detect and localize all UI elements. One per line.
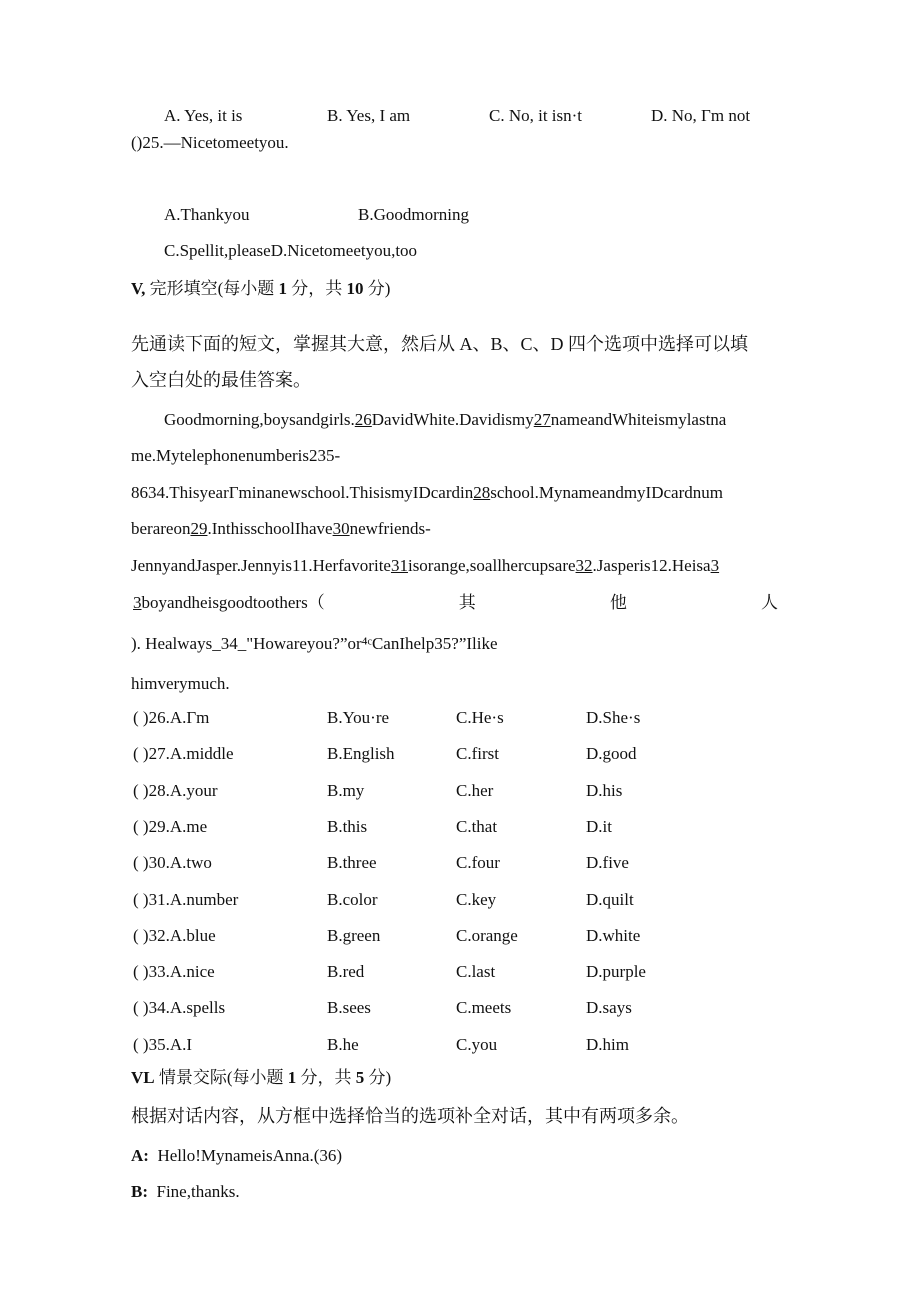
option-d: D.it xyxy=(586,816,612,836)
option-d: D.him xyxy=(586,1034,629,1054)
dialog-line: B: Fine,thanks. xyxy=(131,1182,240,1201)
option-d: D.white xyxy=(586,925,641,945)
question-stem: ( )31.A.number xyxy=(133,889,239,909)
option-b: B.three xyxy=(327,853,377,873)
option-c: C.last xyxy=(456,962,496,982)
option-c: C.that xyxy=(456,816,498,836)
question-stem: ( )27.A.middle xyxy=(133,744,234,764)
option-b: B.English xyxy=(327,744,395,764)
option-c: C.you xyxy=(456,1034,498,1054)
dialog-line: A: Hello!MynameisAnna.(36) xyxy=(131,1146,343,1165)
option-d: D.She·s xyxy=(586,708,641,727)
q25-stem: ()25.—Nicetomeetyou. xyxy=(131,133,289,152)
option-b: B.sees xyxy=(327,998,371,1018)
question-stem: ( )26.A.Γm xyxy=(133,708,210,727)
option-b: B.color xyxy=(327,889,378,909)
option-d: D.good xyxy=(586,744,637,764)
option-b: B.this xyxy=(327,816,368,836)
section5-instruction: 先通读下面的短文，掌握其大意，然后从 A、B、C、D 四个选项中选择可以填 xyxy=(131,334,749,354)
question-stem: ( )30.A.two xyxy=(133,853,212,873)
question-stem: ( )29.A.me xyxy=(133,816,208,836)
option-c: C. No, it isn·t xyxy=(489,106,583,125)
question-stem: ( )33.A.nice xyxy=(133,962,215,982)
option-d: D.purple xyxy=(586,962,646,982)
option-c: C.He·s xyxy=(456,708,504,727)
question-stem: ( )35.A.I xyxy=(133,1034,193,1054)
option-a: A. Yes, it is xyxy=(164,106,243,125)
q25-option-a: A.Thankyou xyxy=(164,205,250,224)
q25-option-cd: C.Spellit,pleaseD.Nicetomeetyou,too xyxy=(164,241,418,260)
option-c: C.first xyxy=(456,744,499,764)
option-c: C.her xyxy=(456,780,494,800)
q25-option-b: B.Goodmorning xyxy=(358,205,469,224)
section5-heading: V, 完形填空(每小题 1 分，共 10 分) xyxy=(131,279,391,298)
option-d: D.quilt xyxy=(586,889,634,909)
option-d: D.his xyxy=(586,780,623,800)
option-d: D.says xyxy=(586,998,632,1018)
option-c: C.four xyxy=(456,853,500,873)
option-c: C.orange xyxy=(456,925,518,945)
option-b: B.red xyxy=(327,962,365,982)
question-stem: ( )34.A.spells xyxy=(133,998,226,1018)
option-b: B.You·re xyxy=(327,708,390,727)
question-stem: ( )32.A.blue xyxy=(133,925,216,945)
option-b: B.he xyxy=(327,1034,359,1054)
option-b: B. Yes, I am xyxy=(327,106,411,125)
section6-heading: VL 情景交际(每小题 1 分，共 5 分) xyxy=(131,1068,392,1087)
option-d: D. No, Γm not xyxy=(651,106,751,125)
option-b: B.green xyxy=(327,925,381,945)
question-stem: ( )28.A.your xyxy=(133,780,218,800)
section5-instruction-2: 入空白处的最佳答案。 xyxy=(131,370,311,390)
option-b: B.my xyxy=(327,780,365,800)
option-c: C.meets xyxy=(456,998,512,1018)
section6-instruction: 根据对话内容，从方框中选择恰当的选项补全对话，其中有两项多余。 xyxy=(131,1106,689,1126)
option-d: D.five xyxy=(586,853,629,873)
option-c: C.key xyxy=(456,889,497,909)
